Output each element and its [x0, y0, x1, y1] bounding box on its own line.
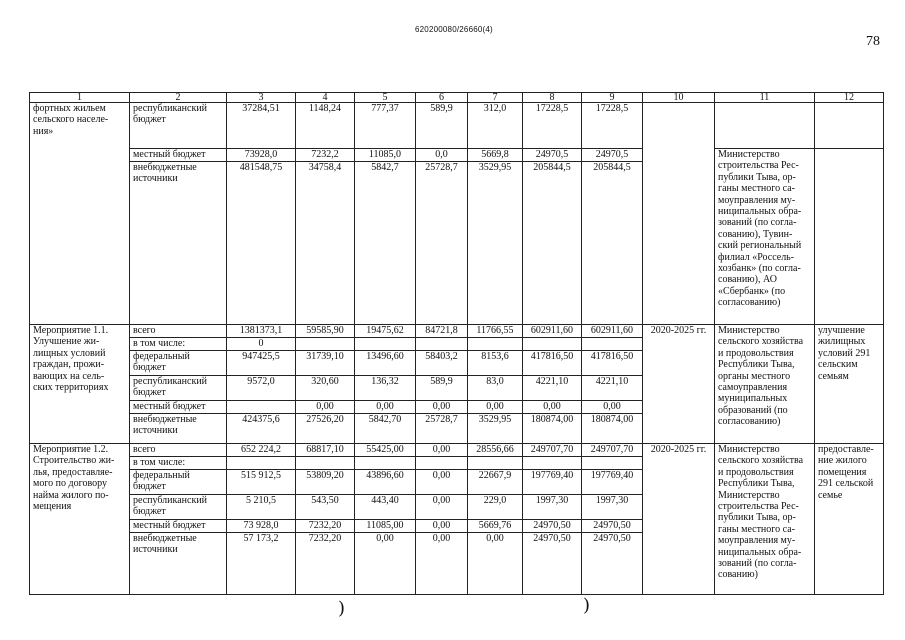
column-number: 8 [523, 93, 582, 103]
value-cell: 73928,0 [227, 149, 296, 162]
value-cell: 602911,60 [582, 325, 643, 338]
value-cell: 417816,50 [523, 351, 582, 376]
result-cell: предоставле- ние жилого помещения 291 сельской семье [815, 444, 884, 595]
value-cell: 0,00 [416, 444, 468, 457]
value-cell: 17228,5 [582, 103, 643, 149]
value-cell: 0,00 [416, 520, 468, 533]
funding-source: местный бюджет [130, 401, 227, 414]
column-number: 5 [355, 93, 416, 103]
value-cell: 24970,50 [582, 533, 643, 595]
funding-source: внебюджетные источники [130, 533, 227, 595]
executor-cell: Министерство строительства Рес- публики Тыва, ор- ганы местного са- моуправления му- ниципальных обра- зований (по согла- сованию), Тувин- ский региональный филиал «Россель- хозбанк» (по согла- сованию), АО «Сбербанк» (по согласованию) [715, 149, 815, 325]
value-cell: 0 [227, 338, 296, 351]
value-cell: 13496,60 [355, 351, 416, 376]
column-number: 11 [715, 93, 815, 103]
value-cell: 34758,4 [296, 162, 355, 325]
value-cell: 4221,10 [582, 376, 643, 401]
value-cell: 5669,76 [468, 520, 523, 533]
result-cell [815, 149, 884, 325]
value-cell [296, 338, 355, 351]
column-number: 1 [30, 93, 130, 103]
value-cell: 5669,8 [468, 149, 523, 162]
value-cell: 417816,50 [582, 351, 643, 376]
funding-source: федеральный бюджет [130, 351, 227, 376]
value-cell [582, 338, 643, 351]
value-cell: 543,50 [296, 495, 355, 520]
value-cell: 249707,70 [582, 444, 643, 457]
executor-cell [715, 103, 815, 149]
column-number: 3 [227, 93, 296, 103]
value-cell: 0,0 [416, 149, 468, 162]
value-cell [355, 338, 416, 351]
value-cell: 0,00 [355, 533, 416, 595]
value-cell: 180874,00 [523, 414, 582, 444]
value-cell: 136,32 [355, 376, 416, 401]
funding-source: республиканский бюджет [130, 495, 227, 520]
value-cell: 1997,30 [582, 495, 643, 520]
value-cell: 947425,5 [227, 351, 296, 376]
scan-mark: ) [583, 595, 591, 616]
value-cell: 0,00 [416, 401, 468, 414]
value-cell: 0,00 [416, 495, 468, 520]
value-cell: 0,00 [416, 470, 468, 495]
value-cell: 320,60 [296, 376, 355, 401]
value-cell: 28556,66 [468, 444, 523, 457]
value-cell: 7232,2 [296, 149, 355, 162]
value-cell: 1997,30 [523, 495, 582, 520]
funding-source: внебюджетные источники [130, 162, 227, 325]
value-cell: 24970,50 [523, 520, 582, 533]
activity-name: Мероприятие 1.2. Строительство жи- лья, предоставляе- мого по договору найма жилого по- мещения [30, 444, 130, 595]
table-row [30, 103, 884, 149]
value-cell: 3529,95 [468, 414, 523, 444]
period-cell [643, 103, 715, 325]
funding-source: внебюджетные источники [130, 414, 227, 444]
value-cell: 57 173,2 [227, 533, 296, 595]
value-cell: 5842,70 [355, 414, 416, 444]
funding-source: федеральный бюджет [130, 470, 227, 495]
value-cell: 11766,55 [468, 325, 523, 338]
value-cell: 8153,6 [468, 351, 523, 376]
value-cell: 25728,7 [416, 414, 468, 444]
value-cell: 0,00 [468, 533, 523, 595]
table-row [30, 149, 884, 162]
executor-cell: Министерство сельского хозяйства и продовольствия Республики Тыва, органы местного самоуправления муниципальных образований (по согласованию) [715, 325, 815, 444]
value-cell: 443,40 [355, 495, 416, 520]
value-cell [227, 457, 296, 470]
period-cell: 2020-2025 гг. [643, 325, 715, 444]
value-cell: 312,0 [468, 103, 523, 149]
value-cell: 7232,20 [296, 520, 355, 533]
value-cell [523, 457, 582, 470]
value-cell: 0,00 [355, 401, 416, 414]
value-cell: 59585,90 [296, 325, 355, 338]
value-cell: 24970,5 [523, 149, 582, 162]
value-cell: 1148,24 [296, 103, 355, 149]
result-cell [815, 103, 884, 149]
value-cell: 249707,70 [523, 444, 582, 457]
value-cell [523, 338, 582, 351]
value-cell: 73 928,0 [227, 520, 296, 533]
value-cell: 1381373,1 [227, 325, 296, 338]
value-cell [355, 457, 416, 470]
value-cell [416, 457, 468, 470]
table-row [30, 325, 884, 338]
value-cell: 5842,7 [355, 162, 416, 325]
period-cell: 2020-2025 гг. [643, 444, 715, 595]
executor-cell: Министерство сельского хозяйства и продовольствия Республики Тыва, Министерство строительства Рес- публики Тыва, ор- ганы местного са- моуправления му- ниципальных обра- зований (по согла- сованию) [715, 444, 815, 595]
value-cell: 205844,5 [523, 162, 582, 325]
value-cell: 19475,62 [355, 325, 416, 338]
column-number: 6 [416, 93, 468, 103]
funding-source: местный бюджет [130, 149, 227, 162]
program-financing-table [29, 92, 884, 595]
funding-source: в том числе: [130, 457, 227, 470]
value-cell: 602911,60 [523, 325, 582, 338]
value-cell: 589,9 [416, 376, 468, 401]
value-cell: 205844,5 [582, 162, 643, 325]
column-number: 12 [815, 93, 884, 103]
result-cell: улучшение жилищных условий 291 сельским семьям [815, 325, 884, 444]
scan-mark: ) [338, 598, 346, 619]
value-cell: 25728,7 [416, 162, 468, 325]
value-cell: 11085,00 [355, 520, 416, 533]
column-number: 4 [296, 93, 355, 103]
value-cell: 652 224,2 [227, 444, 296, 457]
value-cell: 515 912,5 [227, 470, 296, 495]
value-cell [582, 457, 643, 470]
funding-source: всего [130, 444, 227, 457]
column-number: 10 [643, 93, 715, 103]
value-cell: 55425,00 [355, 444, 416, 457]
value-cell: 22667,9 [468, 470, 523, 495]
value-cell: 11085,0 [355, 149, 416, 162]
value-cell: 27526,20 [296, 414, 355, 444]
page-number: 78 [866, 34, 880, 49]
funding-source: республиканский бюджет [130, 376, 227, 401]
activity-name: фортных жильем сельского населе- ния» [30, 103, 130, 325]
value-cell: 0,00 [582, 401, 643, 414]
value-cell [468, 338, 523, 351]
value-cell: 83,0 [468, 376, 523, 401]
value-cell: 197769,40 [582, 470, 643, 495]
value-cell: 180874,00 [582, 414, 643, 444]
value-cell: 5 210,5 [227, 495, 296, 520]
document-id: 620200080/26660(4) [415, 25, 493, 34]
value-cell: 0,00 [468, 401, 523, 414]
value-cell: 31739,10 [296, 351, 355, 376]
column-number: 7 [468, 93, 523, 103]
value-cell: 24970,5 [582, 149, 643, 162]
value-cell: 9572,0 [227, 376, 296, 401]
value-cell: 481548,75 [227, 162, 296, 325]
value-cell: 197769,40 [523, 470, 582, 495]
value-cell: 24970,50 [523, 533, 582, 595]
value-cell: 424375,6 [227, 414, 296, 444]
value-cell: 53809,20 [296, 470, 355, 495]
value-cell: 3529,95 [468, 162, 523, 325]
value-cell: 68817,10 [296, 444, 355, 457]
value-cell: 0,00 [523, 401, 582, 414]
column-number: 2 [130, 93, 227, 103]
value-cell: 0,00 [416, 533, 468, 595]
value-cell [296, 457, 355, 470]
value-cell: 229,0 [468, 495, 523, 520]
value-cell [468, 457, 523, 470]
value-cell: 0,00 [296, 401, 355, 414]
column-number: 9 [582, 93, 643, 103]
value-cell [416, 338, 468, 351]
activity-name: Мероприятие 1.1. Улучшение жи- лищных условий граждан, прожи- вающих на сель- ских территориях [30, 325, 130, 444]
table-row [30, 444, 884, 457]
value-cell: 17228,5 [523, 103, 582, 149]
funding-source: всего [130, 325, 227, 338]
value-cell: 7232,20 [296, 533, 355, 595]
value-cell [227, 401, 296, 414]
value-cell: 37284,51 [227, 103, 296, 149]
value-cell: 24970,50 [582, 520, 643, 533]
funding-source: республиканский бюджет [130, 103, 227, 149]
value-cell: 58403,2 [416, 351, 468, 376]
value-cell: 4221,10 [523, 376, 582, 401]
column-number-row [30, 93, 884, 103]
funding-source: в том числе: [130, 338, 227, 351]
value-cell: 84721,8 [416, 325, 468, 338]
value-cell: 589,9 [416, 103, 468, 149]
value-cell: 43896,60 [355, 470, 416, 495]
value-cell: 777,37 [355, 103, 416, 149]
funding-source: местный бюджет [130, 520, 227, 533]
